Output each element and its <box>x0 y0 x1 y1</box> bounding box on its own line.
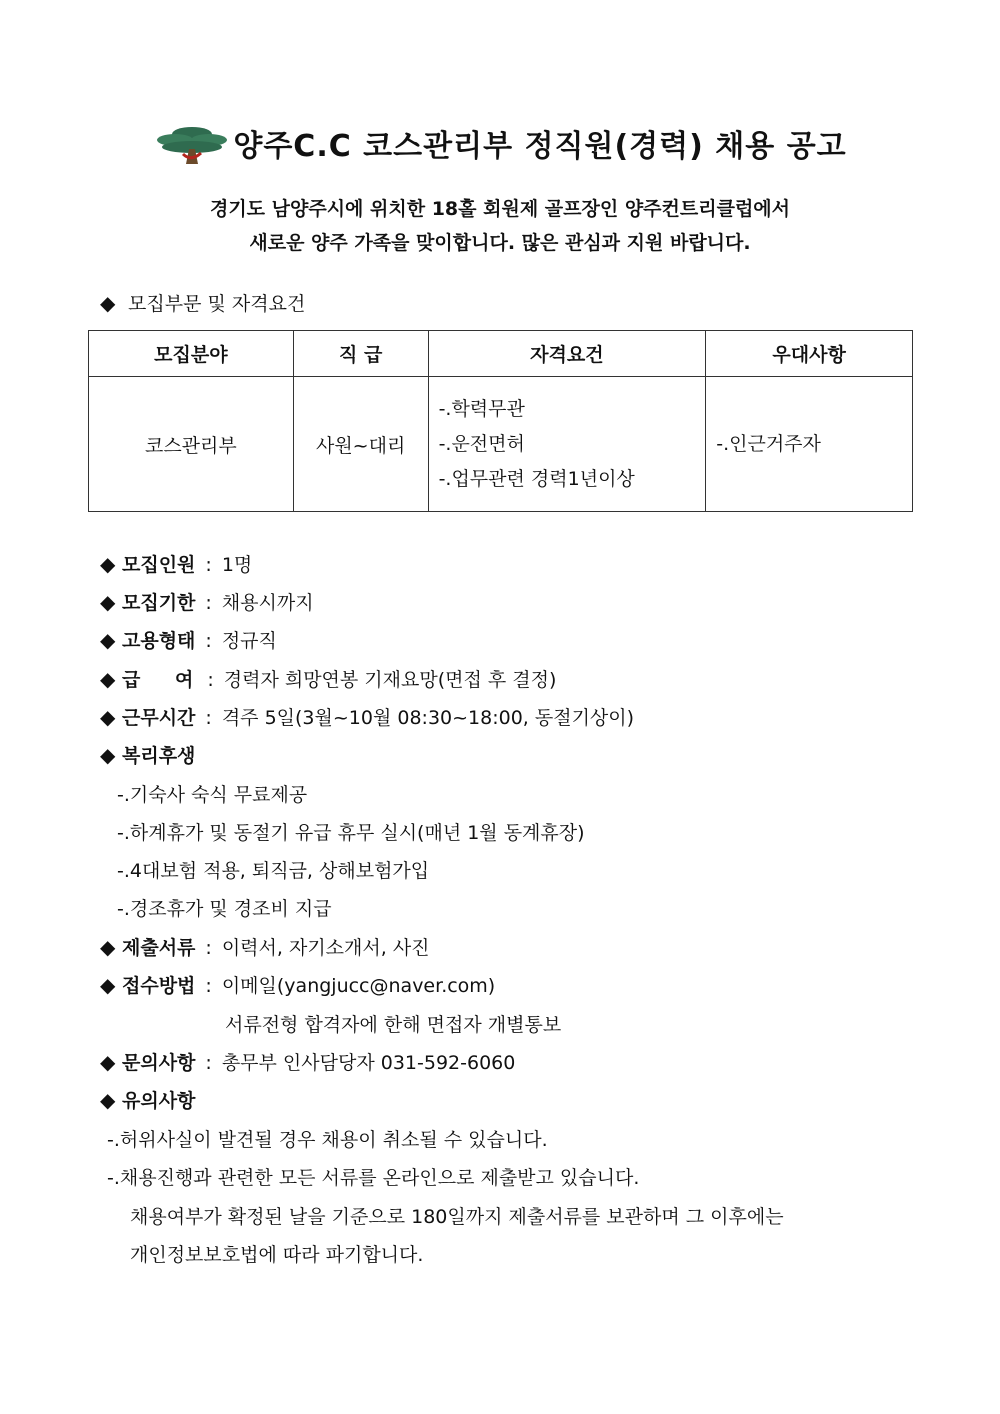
diamond-bullet-icon: ◆ <box>100 705 116 729</box>
cell-rank: 사원~대리 <box>293 377 428 512</box>
item-label: 제출서류 <box>122 937 196 959</box>
welfare-item: -.하계휴가 및 동절기 유급 휴무 실시(매년 1월 동계휴장) <box>117 822 585 844</box>
item-value: 1명 <box>221 554 253 576</box>
notes-item: -.채용진행과 관련한 모든 서류를 온라인으로 제출받고 있습니다. <box>107 1167 640 1189</box>
item-value: 총무부 인사담당자 031-592-6060 <box>221 1052 516 1074</box>
item-documents <box>100 933 430 960</box>
requirement-item: -.운전면허 <box>438 432 525 455</box>
item-label: 접수방법 <box>122 975 196 997</box>
colon: : <box>205 630 212 652</box>
diamond-bullet-icon: ◆ <box>100 552 116 576</box>
item-salary <box>100 665 556 692</box>
colon: : <box>205 554 212 576</box>
notes-item: -.허위사실이 발견될 경우 채용이 취소될 수 있습니다. <box>107 1129 548 1151</box>
intro-line: 새로운 양주 가족을 맞이합니다. 많은 관심과 지원 바랍니다. <box>249 232 751 254</box>
diamond-bullet-icon: ◆ <box>100 590 116 614</box>
header-preference: 우대사항 <box>706 331 913 377</box>
item-period <box>100 588 314 615</box>
colon: : <box>205 707 212 729</box>
item-inquiry <box>100 1048 515 1075</box>
diamond-bullet-icon: ◆ <box>100 628 116 652</box>
requirement-item: -.업무관련 경력1년이상 <box>438 467 635 490</box>
colon: : <box>207 669 214 691</box>
requirements-table <box>88 330 913 512</box>
section-recruit-heading <box>100 289 305 316</box>
colon: : <box>205 592 212 614</box>
page-title: 양주C.C 코스관리부 정직원(경력) 채용 공고 <box>233 129 847 164</box>
table-row <box>89 377 913 512</box>
diamond-bullet-icon: ◆ <box>100 1050 116 1074</box>
item-label: 문의사항 <box>122 1052 196 1074</box>
item-notes <box>100 1086 195 1113</box>
item-label: 유의사항 <box>122 1090 196 1112</box>
item-apply <box>100 971 495 998</box>
section-recruit-label: 모집부문 및 자격요건 <box>128 293 306 315</box>
item-label: 모집인원 <box>122 554 196 576</box>
item-value: 격주 5일(3월~10월 08:30~18:00, 동절기상이) <box>221 707 635 729</box>
diamond-bullet-icon: ◆ <box>100 973 116 997</box>
header-rank: 직 급 <box>293 331 428 377</box>
email-address: 이메일(yangjucc@naver.com) <box>221 975 496 997</box>
item-hours <box>100 703 634 730</box>
colon: : <box>205 975 212 997</box>
item-label: 근무시간 <box>122 707 196 729</box>
diamond-bullet-icon: ◆ <box>100 291 116 315</box>
title-row <box>0 118 1000 168</box>
notes-item: 채용여부가 확정된 날을 기준으로 180일까지 제출서류를 보관하며 그 이후에는 <box>130 1206 784 1228</box>
item-welfare <box>100 741 195 768</box>
item-value: 채용시까지 <box>221 592 314 614</box>
cell-preference: -.인근거주자 <box>706 377 913 512</box>
diamond-bullet-icon: ◆ <box>100 935 116 959</box>
item-label: 복리후생 <box>122 745 196 767</box>
colon: : <box>205 1052 212 1074</box>
colon: : <box>205 937 212 959</box>
item-label: 모집기한 <box>122 592 196 614</box>
apply-note: 서류전형 합격자에 한해 면접자 개별통보 <box>225 1014 562 1036</box>
item-label: 고용형태 <box>122 630 196 652</box>
item-value: 이력서, 자기소개서, 사진 <box>221 937 430 959</box>
item-headcount <box>100 550 252 577</box>
header-requirements: 자격요건 <box>428 331 706 377</box>
pine-tree-logo-icon <box>153 120 231 166</box>
diamond-bullet-icon: ◆ <box>100 667 116 691</box>
item-value: 정규직 <box>221 630 277 652</box>
item-employment-type <box>100 626 277 653</box>
welfare-item: -.4대보험 적용, 퇴직금, 상해보험가입 <box>117 860 430 882</box>
cell-requirements <box>428 377 706 512</box>
cell-field: 코스관리부 <box>89 377 294 512</box>
table-header-row <box>89 331 913 377</box>
diamond-bullet-icon: ◆ <box>100 743 116 767</box>
header-field: 모집분야 <box>89 331 294 377</box>
intro <box>0 192 1000 260</box>
notes-item: 개인정보보호법에 따라 파기합니다. <box>130 1244 424 1266</box>
welfare-item: -.기숙사 숙식 무료제공 <box>117 784 308 806</box>
intro-line: 경기도 남양주시에 위치한 18홀 회원제 골프장인 양주컨트리클럽에서 <box>209 198 791 220</box>
item-label: 급 여 <box>122 669 208 691</box>
welfare-item: -.경조휴가 및 경조비 지급 <box>117 898 332 920</box>
requirement-item: -.학력무관 <box>438 397 525 420</box>
item-value: 경력자 희망연봉 기재요망(면접 후 결정) <box>223 669 557 691</box>
diamond-bullet-icon: ◆ <box>100 1088 116 1112</box>
